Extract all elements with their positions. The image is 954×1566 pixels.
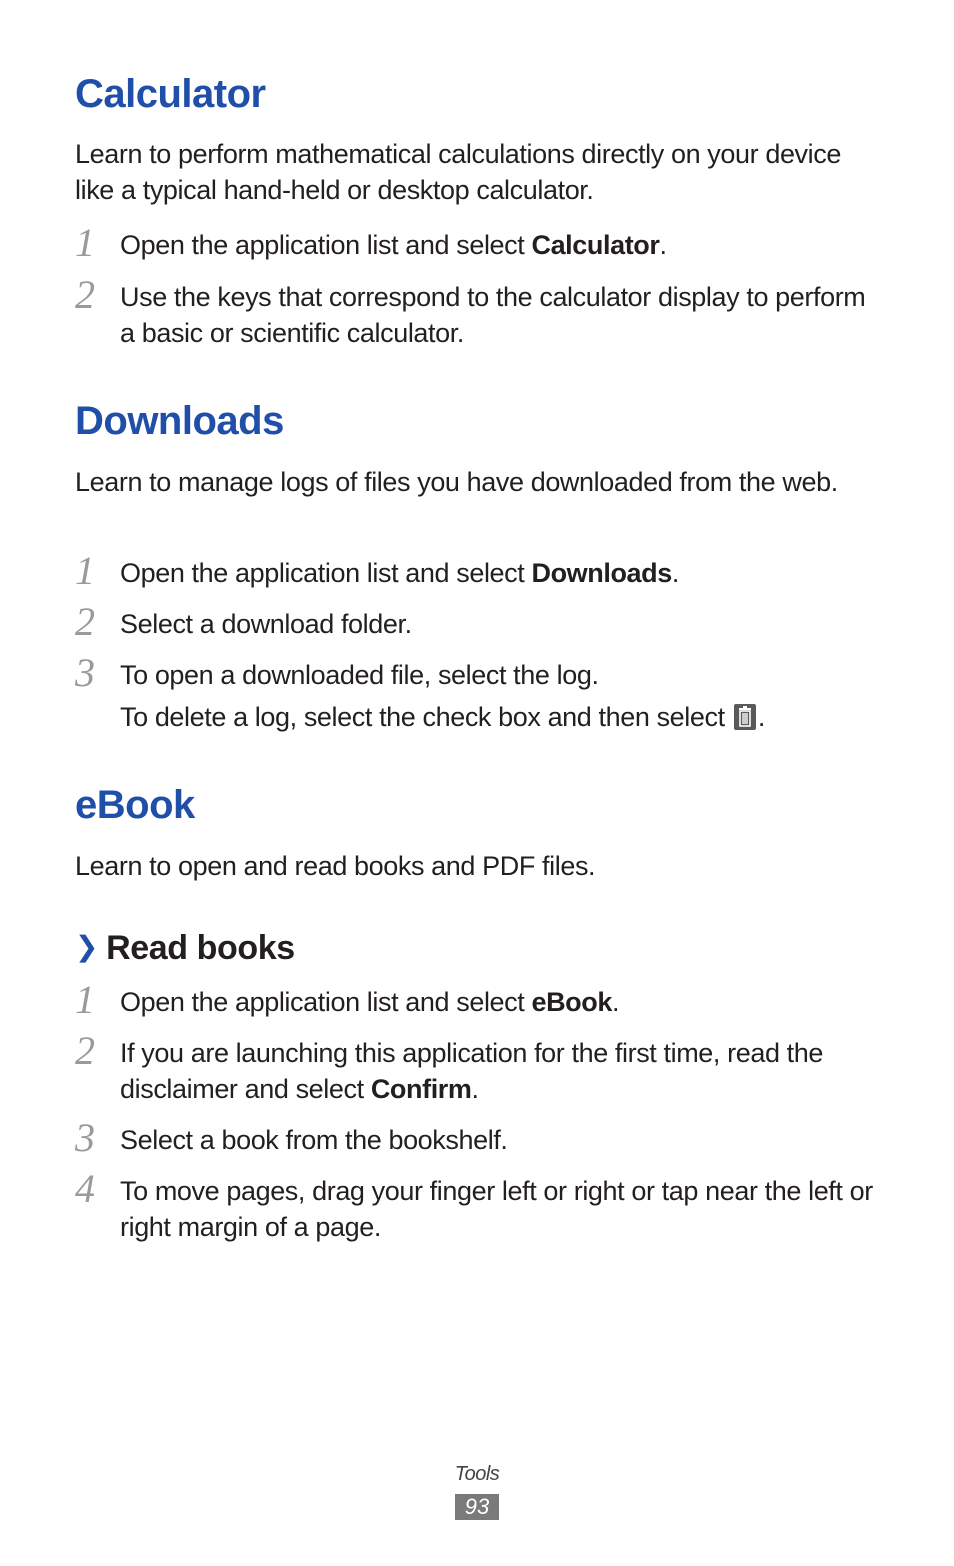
calculator-step-1 [75,220,885,265]
ebook-step-1 [75,977,885,1022]
downloads-step-1 [75,548,885,593]
step-text [120,555,885,591]
ebook-title: eBook [75,783,195,827]
step-bold-term: Confirm [370,1074,472,1104]
calculator-step-2 [75,272,885,351]
step-text-line-2 [120,699,885,735]
step-number: 2 [75,1028,95,1073]
step-text-part: To delete a log, select the check box and then select [120,702,732,732]
ebook-step-4 [75,1166,885,1245]
step-number: 4 [75,1166,95,1211]
step-number: 2 [75,272,95,317]
calculator-intro: Learn to perform mathematical calculations directly on your device like a typical hand-held or desktop calculator. [75,139,841,205]
downloads-intro: Learn to manage logs of files you have downloaded from the web. [75,467,838,497]
step-bold-term: Calculator [531,230,660,260]
step-bold-term: Downloads [531,558,672,588]
step-text-part: . [612,987,620,1017]
step-text: Use the keys that correspond to the calculator display to perform a basic or scientific calculator. [120,282,866,348]
step-text-part: . [671,558,679,588]
step-text: To move pages, drag your finger left or right or tap near the left or right margin of a page. [120,1176,873,1242]
step-text: To open a downloaded file, select the log. [120,660,599,690]
downloads-step-3 [75,650,885,735]
chevron-right-icon: ❯ [75,931,99,962]
step-text [120,227,885,263]
downloads-title: Downloads [75,399,284,443]
step-number: 2 [75,599,95,644]
step-number: 1 [75,977,95,1022]
page-number: 93 [455,1494,499,1520]
step-text: Select a book from the bookshelf. [120,1125,508,1155]
step-number: 1 [75,548,95,593]
downloads-step-2 [75,599,885,644]
step-number: 1 [75,220,95,265]
step-number: 3 [75,1115,95,1160]
step-text: Select a download folder. [120,609,412,639]
trash-icon [734,704,756,730]
step-text [120,984,885,1020]
step-text-part: . [757,702,765,732]
step-bold-term: eBook [531,987,612,1017]
step-text-part: Open the application list and select [120,987,532,1017]
step-text-part: Open the application list and select [120,230,532,260]
subsection-title-text: Read books [106,929,295,967]
ebook-intro: Learn to open and read books and PDF files. [75,851,596,881]
step-number: 3 [75,650,95,695]
step-text-part: . [659,230,667,260]
step-text-part: Open the application list and select [120,558,532,588]
ebook-step-2 [75,1028,885,1107]
ebook-step-3 [75,1115,885,1160]
step-text-part: . [471,1074,479,1104]
read-books-subtitle [75,928,295,970]
step-text [120,1035,885,1107]
calculator-title: Calculator [75,72,266,116]
footer-section-label: Tools [454,1463,500,1485]
step-text-part: If you are launching this application for the first time, read the disclaimer and select [120,1038,823,1104]
